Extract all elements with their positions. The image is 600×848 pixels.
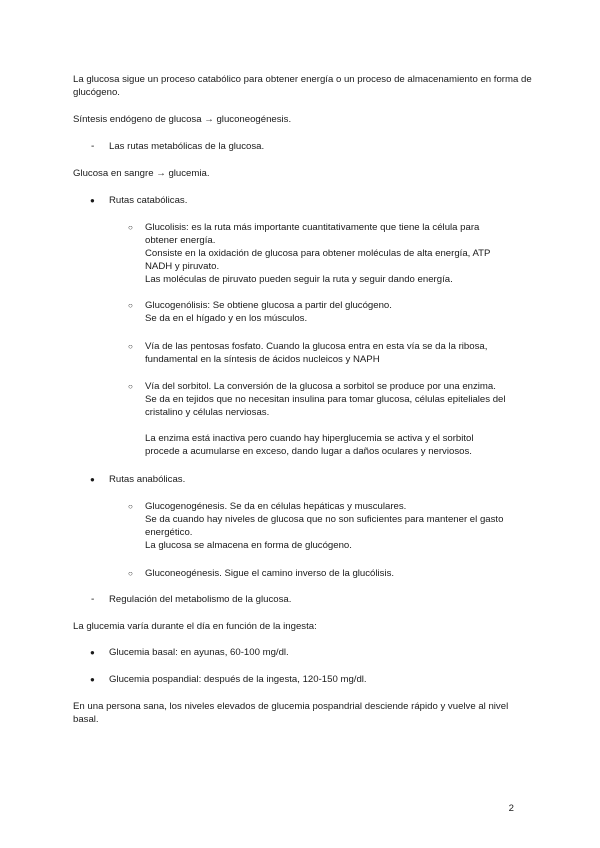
glucolisis-line-2: obtener energía. xyxy=(145,235,216,246)
sorbitol-line-1: Vía del sorbitol. La conversión de la glucosa a sorbitol se produce por una enzima. xyxy=(145,381,496,392)
glucemia-pospandial-item: Glucemia pospandial: después de la ingesta, 120-150 mg/dl. xyxy=(109,674,367,685)
glucogenolisis-line-1: Glucogenólisis: Se obtiene glucosa a partir del glucógeno. xyxy=(145,300,392,311)
bullet-circle: ○ xyxy=(128,569,133,578)
conclusion-paragraph: En una persona sana, los niveles elevados de glucemia pospandrial desciende rápido y vuelve al nivel basal. xyxy=(73,701,509,725)
sorbitol-line-6: procede a acumularse en exceso, dando lugar a daños oculares y nerviosos. xyxy=(145,446,472,457)
rutas-anabolicas-title: Rutas anabólicas. xyxy=(109,474,186,485)
bullet-circle: ○ xyxy=(128,301,133,310)
dash-item-rutas: Las rutas metabólicas de la glucosa. xyxy=(109,141,265,152)
glucogenogenesis-line-3: energético. xyxy=(145,527,193,538)
sorbitol-line-2: Se da en tejidos que no necesitan insulina para tomar glucosa, células epiteliales del xyxy=(145,394,506,405)
pentosas-line-1: Vía de las pentosas fosfato. Cuando la glucosa entra en esta vía se da la ribosa, xyxy=(145,341,488,352)
glucogenogenesis-line-1: Glucogenogénesis. Se da en células hepáticas y musculares. xyxy=(145,501,407,512)
glucogenolisis-line-2: Se da en el hígado y en los músculos. xyxy=(145,313,308,324)
rutas-catabolicas-title: Rutas catabólicas. xyxy=(109,195,188,206)
bullet-disc: ● xyxy=(90,675,95,684)
sintesis-line: Síntesis endógeno de glucosa → gluconeogénesis. xyxy=(73,114,292,125)
glucogenogenesis-line-4: La glucosa se almacena en forma de glucógeno. xyxy=(145,540,352,551)
bullet-circle: ○ xyxy=(128,502,133,511)
pentosas-line-2: fundamental en la síntesis de ácidos nucleicos y NAPH xyxy=(145,354,380,365)
bullet-disc: ● xyxy=(90,648,95,657)
bullet-disc: ● xyxy=(90,475,95,484)
page-number: 2 xyxy=(508,803,514,814)
dash-marker: - xyxy=(91,141,95,152)
bullet-circle: ○ xyxy=(128,342,133,351)
intro-paragraph: La glucosa sigue un proceso catabólico para obtener energía o un proceso de almacenamiento en forma de glucógeno. xyxy=(73,74,532,98)
gluconeogenesis-line: Gluconeogénesis. Sigue el camino inverso de la glucólisis. xyxy=(145,568,395,579)
glucolisis-line-1: Glucolisis: es la ruta más importante cuantitativamente que tiene la célula para xyxy=(145,222,480,233)
glucolisis-line-4: NADH y piruvato. xyxy=(145,261,220,272)
bullet-circle: ○ xyxy=(128,223,133,232)
glucolisis-line-3: Consiste en la oxidación de glucosa para obtener moléculas de alta energía, ATP xyxy=(145,248,491,259)
glucemia-definition: Glucosa en sangre → glucemia. xyxy=(73,168,210,179)
glucolisis-line-5: Las moléculas de piruvato pueden seguir la ruta y seguir dando energía. xyxy=(145,274,453,285)
sorbitol-line-5: La enzima está inactiva pero cuando hay hiperglucemia se activa y el sorbitol xyxy=(145,433,474,444)
sorbitol-line-3: cristalino y células nerviosas. xyxy=(145,407,270,418)
bullet-circle: ○ xyxy=(128,382,133,391)
dash-item-regulacion: Regulación del metabolismo de la glucosa. xyxy=(109,594,292,605)
glucemia-basal-item: Glucemia basal: en ayunas, 60-100 mg/dl. xyxy=(109,647,289,658)
glucemia-varia-line: La glucemia varía durante el día en función de la ingesta: xyxy=(73,621,317,632)
glucogenogenesis-line-2: Se da cuando hay niveles de glucosa que no son suficientes para mantener el gasto xyxy=(145,514,504,525)
dash-marker: - xyxy=(91,594,95,605)
bullet-disc: ● xyxy=(90,196,95,205)
